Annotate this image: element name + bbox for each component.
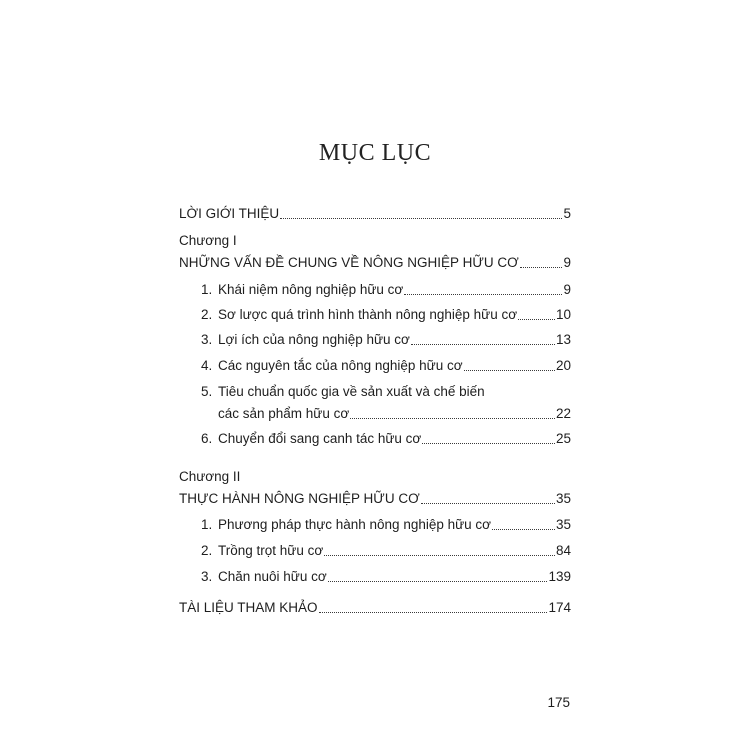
toc-entry-label: Phương pháp thực hành nông nghiệp hữu cơ [218, 517, 492, 532]
toc-entry-number: 2. [201, 543, 213, 558]
toc-entry-1-2[interactable] [201, 306, 571, 324]
toc-entry-2-1[interactable] [201, 516, 571, 534]
toc-entry-number: 1. [201, 282, 213, 297]
toc-entry-page: 13 [555, 332, 571, 347]
dot-leader [518, 318, 555, 320]
chapter-1-label: Chương I [179, 233, 237, 248]
toc-entry-number: 5. [201, 384, 213, 399]
toc-entry-label-continued: các sản phẩm hữu cơ [218, 406, 350, 421]
toc-entry-1-5[interactable] [218, 405, 571, 423]
toc-entry-references[interactable] [179, 599, 571, 617]
toc-entry-intro[interactable] [179, 205, 571, 223]
toc-entry-number: 3. [201, 569, 213, 584]
toc-entry-page: 35 [555, 491, 571, 506]
toc-entry-1-6[interactable] [201, 430, 571, 448]
chapter-2-label: Chương II [179, 469, 241, 484]
toc-entry-page: 20 [555, 358, 571, 373]
toc-entry-page: 174 [548, 600, 571, 615]
toc-entry-2-2[interactable] [201, 542, 571, 560]
toc-entry-label: Trồng trọt hữu cơ [218, 543, 324, 558]
toc-entry-number: 1. [201, 517, 213, 532]
toc-entry-label: Chuyển đổi sang canh tác hữu cơ [218, 431, 422, 446]
toc-entry-page: 25 [555, 431, 571, 446]
dot-leader [350, 417, 555, 419]
toc-entry-chapter-1[interactable] [179, 254, 571, 272]
toc-entry-label: NHỮNG VẤN ĐỀ CHUNG VỀ NÔNG NGHIỆP HỮU CƠ [179, 255, 519, 270]
dot-leader [328, 580, 548, 582]
toc-entry-number: 4. [201, 358, 213, 373]
toc-entry-number: 3. [201, 332, 213, 347]
toc-entry-page: 9 [563, 255, 571, 270]
toc-entry-label: Khái niệm nông nghiệp hữu cơ [218, 282, 404, 297]
toc-entry-number: 6. [201, 431, 213, 446]
toc-entry-2-3[interactable] [201, 568, 571, 586]
page-number: 175 [547, 695, 570, 710]
toc-entry-page: 5 [563, 206, 571, 221]
toc-entry-1-5-line1 [201, 383, 485, 401]
toc-entry-label: Tiêu chuẩn quốc gia về sản xuất và chế biến [218, 384, 485, 399]
dot-leader [464, 369, 555, 371]
dot-leader [411, 343, 555, 345]
dot-leader [404, 293, 562, 295]
toc-entry-label: Lợi ích của nông nghiệp hữu cơ [218, 332, 410, 347]
toc-entry-label: LỜI GIỚI THIỆU [179, 206, 280, 221]
dot-leader [492, 528, 555, 530]
toc-entry-page: 139 [548, 569, 571, 584]
toc-entry-page: 35 [555, 517, 571, 532]
toc-entry-label: Chăn nuôi hữu cơ [218, 569, 327, 584]
toc-entry-1-3[interactable] [201, 331, 571, 349]
dot-leader [422, 442, 555, 444]
dot-leader [280, 217, 562, 219]
dot-leader [319, 611, 548, 613]
toc-entry-1-4[interactable] [201, 357, 571, 375]
toc-entry-label: TÀI LIỆU THAM KHẢO [179, 600, 318, 615]
toc-entry-chapter-2[interactable] [179, 490, 571, 508]
toc-entry-1-1[interactable] [201, 281, 571, 299]
page-title: MỤC LỤC [318, 140, 432, 166]
dot-leader [520, 266, 563, 268]
toc-entry-label: Các nguyên tắc của nông nghiệp hữu cơ [218, 358, 463, 373]
toc-entry-label: Sơ lược quá trình hình thành nông nghiệp hữu cơ [218, 307, 518, 322]
toc-entry-page: 9 [563, 282, 571, 297]
toc-entry-page: 84 [555, 543, 571, 558]
dot-leader [324, 554, 555, 556]
toc-entry-number: 2. [201, 307, 213, 322]
toc-entry-page: 10 [555, 307, 571, 322]
toc-entry-page: 22 [555, 406, 571, 421]
toc-entry-label: THỰC HÀNH NÔNG NGHIỆP HỮU CƠ [179, 491, 420, 506]
dot-leader [421, 502, 555, 504]
